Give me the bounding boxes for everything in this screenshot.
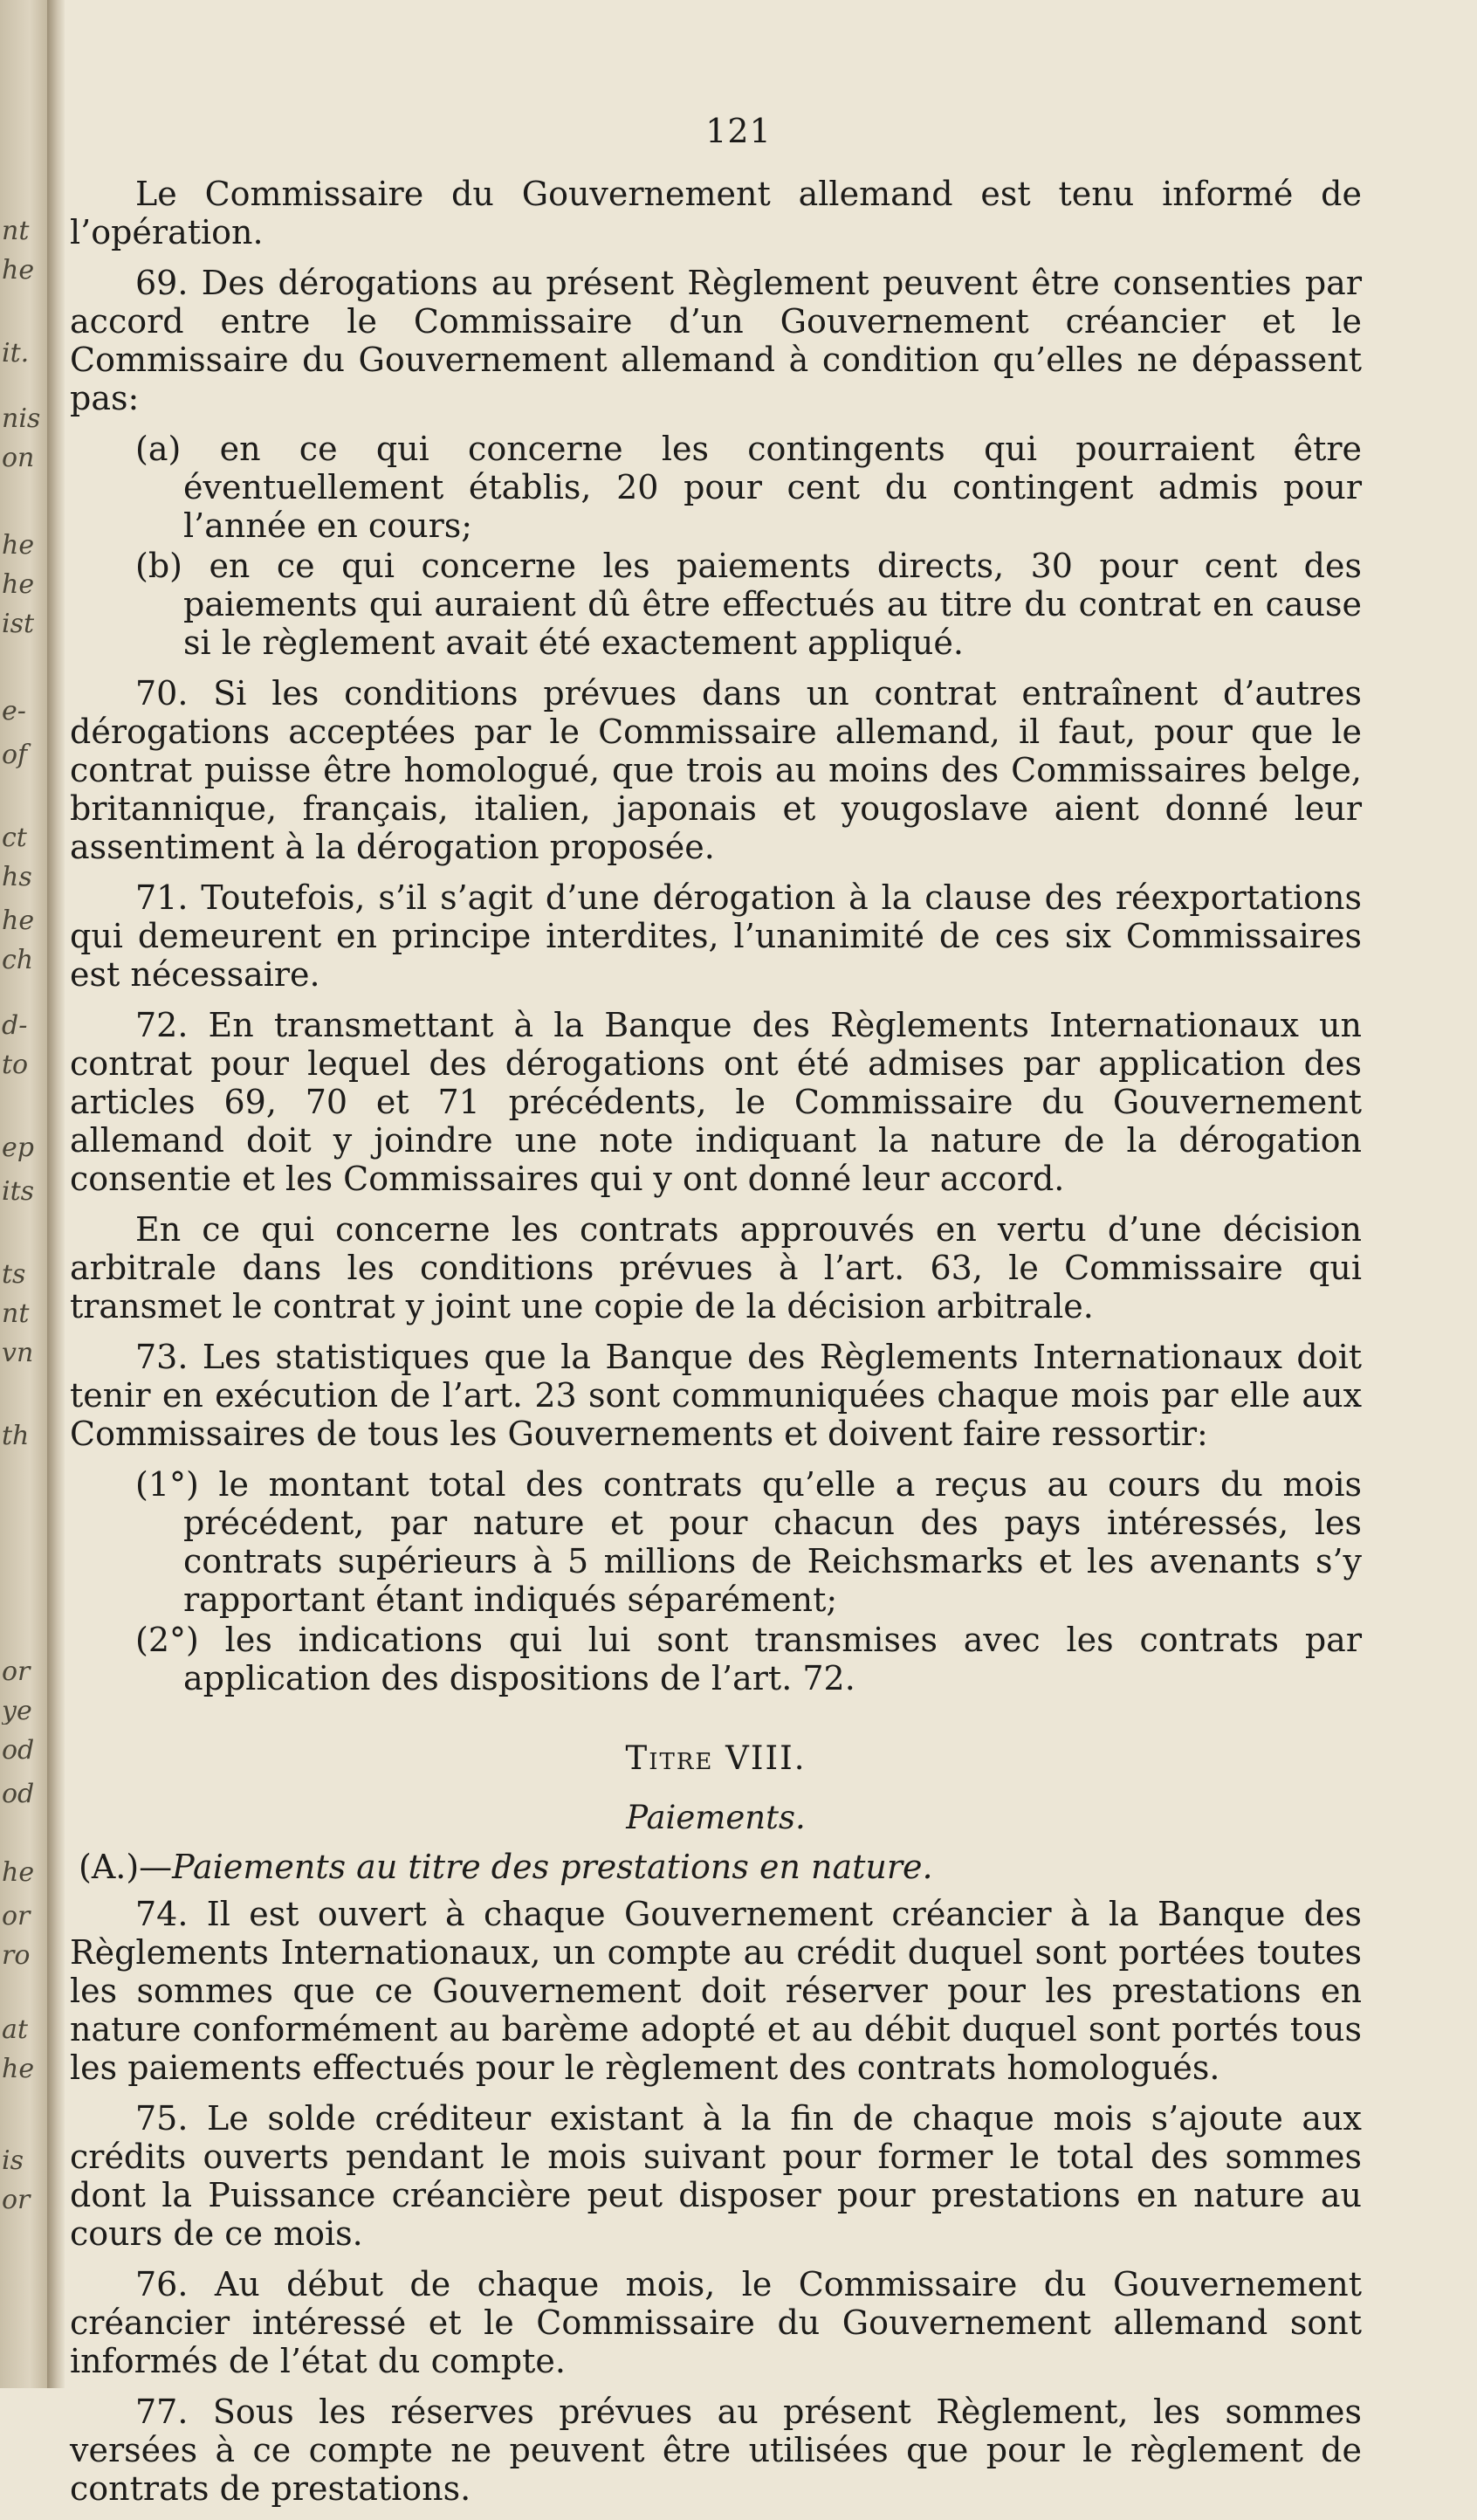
item-text: le montant total des contrats qu’elle a reçus au cours du mois précédent, par nature et pour chacun des pays intéressés, les contrats supérieurs à 5 millions de Reichsmarks et les avenants s’y rapportant étant indiqués séparément;: [183, 1465, 1362, 1619]
margin-fragment: or: [2, 1659, 31, 1685]
list-item-69a: [70, 430, 1362, 545]
item-text: les indications qui lui sont transmises avec les contrats par application des dispositions de l’art. 72.: [183, 1621, 1362, 1697]
margin-fragment: ts: [2, 1262, 26, 1288]
item-label: (1°): [135, 1465, 199, 1504]
margin-fragment: to: [2, 1052, 29, 1078]
paragraph-72-continued: En ce qui concerne les contrats approuvés en vertu d’une décision arbitrale dans les conditions prévues à l’art. 63, le Commissaire qui transmet le contrat y joint une copie de la décision arbitrale.: [70, 1210, 1362, 1325]
margin-fragment: vn: [2, 1340, 34, 1367]
paragraph-70: 70. Si les conditions prévues dans un contrat entraînent d’autres dérogations acceptées par le Commissaire allemand, il faut, pour que le contrat puisse être homologué, que trois au moins des Commissaires belge, britannique, français, italien, japonais et yougoslave aient donné leur assentiment à la dérogation proposée.: [70, 674, 1362, 866]
paragraph-69: 69. Des dérogations au présent Règlement peuvent être consenties par accord entre le Commissaire d’un Gouvernement créancier et le Commissaire du Gouvernement allemand à condition qu’elles ne dépassent pas:: [70, 264, 1362, 417]
adjacent-page-strip: [0, 0, 54, 2388]
margin-fragment: at: [2, 2017, 28, 2043]
item-text: en ce qui concerne les contingents qui pourraient être éventuellement établis, 20 pour cent du contingent admis pour l’année en cours;: [183, 430, 1362, 545]
margin-fragment: or: [2, 1904, 31, 1930]
margin-fragment: he: [2, 572, 35, 598]
page-number: 121: [705, 112, 772, 150]
book-gutter: [47, 0, 65, 2388]
margin-fragment: he: [2, 2056, 35, 2083]
paragraph-75: 75. Le solde créditeur existant à la fin de chaque mois s’ajoute aux crédits ouverts pendant le mois suivant pour former le total des sommes dont la Puissance créancière peut disposer pour prestations en nature au cours de ce mois.: [70, 2099, 1362, 2253]
margin-fragment: th: [2, 1423, 30, 1449]
paragraph-77: 77. Sous les réserves prévues au présent Règlement, les sommes versées à ce compte ne peuvent être utilisées que pour le règlement de contrats de prestations.: [70, 2393, 1362, 2508]
paragraph-73: 73. Les statistiques que la Banque des Règlements Internationaux doit tenir en exécution de l’art. 23 sont communiquées chaque mois par elle aux Commissaires de tous les Gouvernements et doivent faire ressortir:: [70, 1338, 1362, 1453]
margin-fragment: ist: [2, 611, 35, 637]
margin-fragment: of: [2, 742, 28, 768]
paragraph-71: 71. Toutefois, s’il s’agit d’une dérogation à la clause des réexportations qui demeurent en principe interdites, l’unanimité de ces six Commissaires est nécessaire.: [70, 878, 1362, 994]
margin-fragment: ch: [2, 947, 34, 974]
item-label: (b): [135, 547, 182, 585]
margin-fragment: he: [2, 1860, 35, 1886]
item-text: en ce qui concerne les paiements directs, 30 pour cent des paiements qui auraient dû être effectués au titre du contrat en cause si le règlement avait été exactement appliqué.: [183, 547, 1362, 662]
margin-fragment: is: [2, 2148, 24, 2174]
item-label: (2°): [135, 1621, 199, 1659]
paragraph-74: 74. Il est ouvert à chaque Gouvernement créancier à la Banque des Règlements Internationaux, un compte au crédit duquel sont portées toutes les sommes que ce Gouvernement doit réserver pour les prestations en nature conformément au barème adopté et au débit duquel sont portés tous les paiements effectués pour le règlement des contrats homologués.: [70, 1895, 1362, 2087]
paragraph-72: 72. En transmettant à la Banque des Règlements Internationaux un contrat pour lequel des dérogations ont été admises par application des articles 69, 70 et 71 précédents, le Commissaire du Gouvernement allemand doit y joindre une note indiquant la nature de la dérogation consentie et les Commissaires qui y ont donné leur accord.: [70, 1006, 1362, 1198]
margin-fragment: od: [2, 1781, 35, 1807]
paragraph-68-continued: Le Commissaire du Gouvernement allemand est tenu informé de l’opération.: [70, 175, 1362, 251]
margin-fragment: ct: [2, 825, 27, 851]
margin-fragment: it.: [2, 341, 30, 367]
margin-fragment: ep: [2, 1135, 34, 1161]
margin-fragment: nt: [2, 1301, 30, 1327]
section-a-heading: [70, 1848, 1362, 1886]
margin-fragment: he: [2, 908, 35, 934]
paragraph-76: 76. Au début de chaque mois, le Commissaire du Gouvernement créancier intéressé et le Commissaire du Gouvernement allemand sont informés de l’état du compte.: [70, 2265, 1362, 2380]
margin-fragment: its: [2, 1179, 35, 1205]
margin-fragment: or: [2, 2187, 31, 2214]
item-label: (a): [135, 430, 182, 468]
margin-fragment: ro: [2, 1943, 31, 1969]
margin-fragment: ye: [2, 1698, 32, 1725]
margin-fragment: nt: [2, 218, 30, 244]
margin-fragment: od: [2, 1738, 35, 1764]
margin-fragment: d-: [2, 1013, 28, 1039]
margin-fragment: on: [2, 445, 35, 472]
margin-fragment: e-: [2, 699, 26, 725]
title-subheading: Paiements.: [626, 1799, 806, 1836]
margin-fragment: nis: [2, 406, 41, 432]
page-body: [70, 175, 1362, 2520]
list-item-69b: [70, 547, 1362, 662]
section-title: Paiements au titre des prestations en nature.: [172, 1848, 933, 1886]
margin-fragment: hs: [2, 864, 32, 891]
section-label: (A.)—: [79, 1848, 173, 1886]
margin-fragment: he: [2, 533, 35, 559]
title-heading: Titre VIII.: [625, 1739, 807, 1777]
margin-fragment: he: [2, 258, 35, 284]
list-item-73-1: [70, 1465, 1362, 1619]
list-item-73-2: [70, 1621, 1362, 1697]
